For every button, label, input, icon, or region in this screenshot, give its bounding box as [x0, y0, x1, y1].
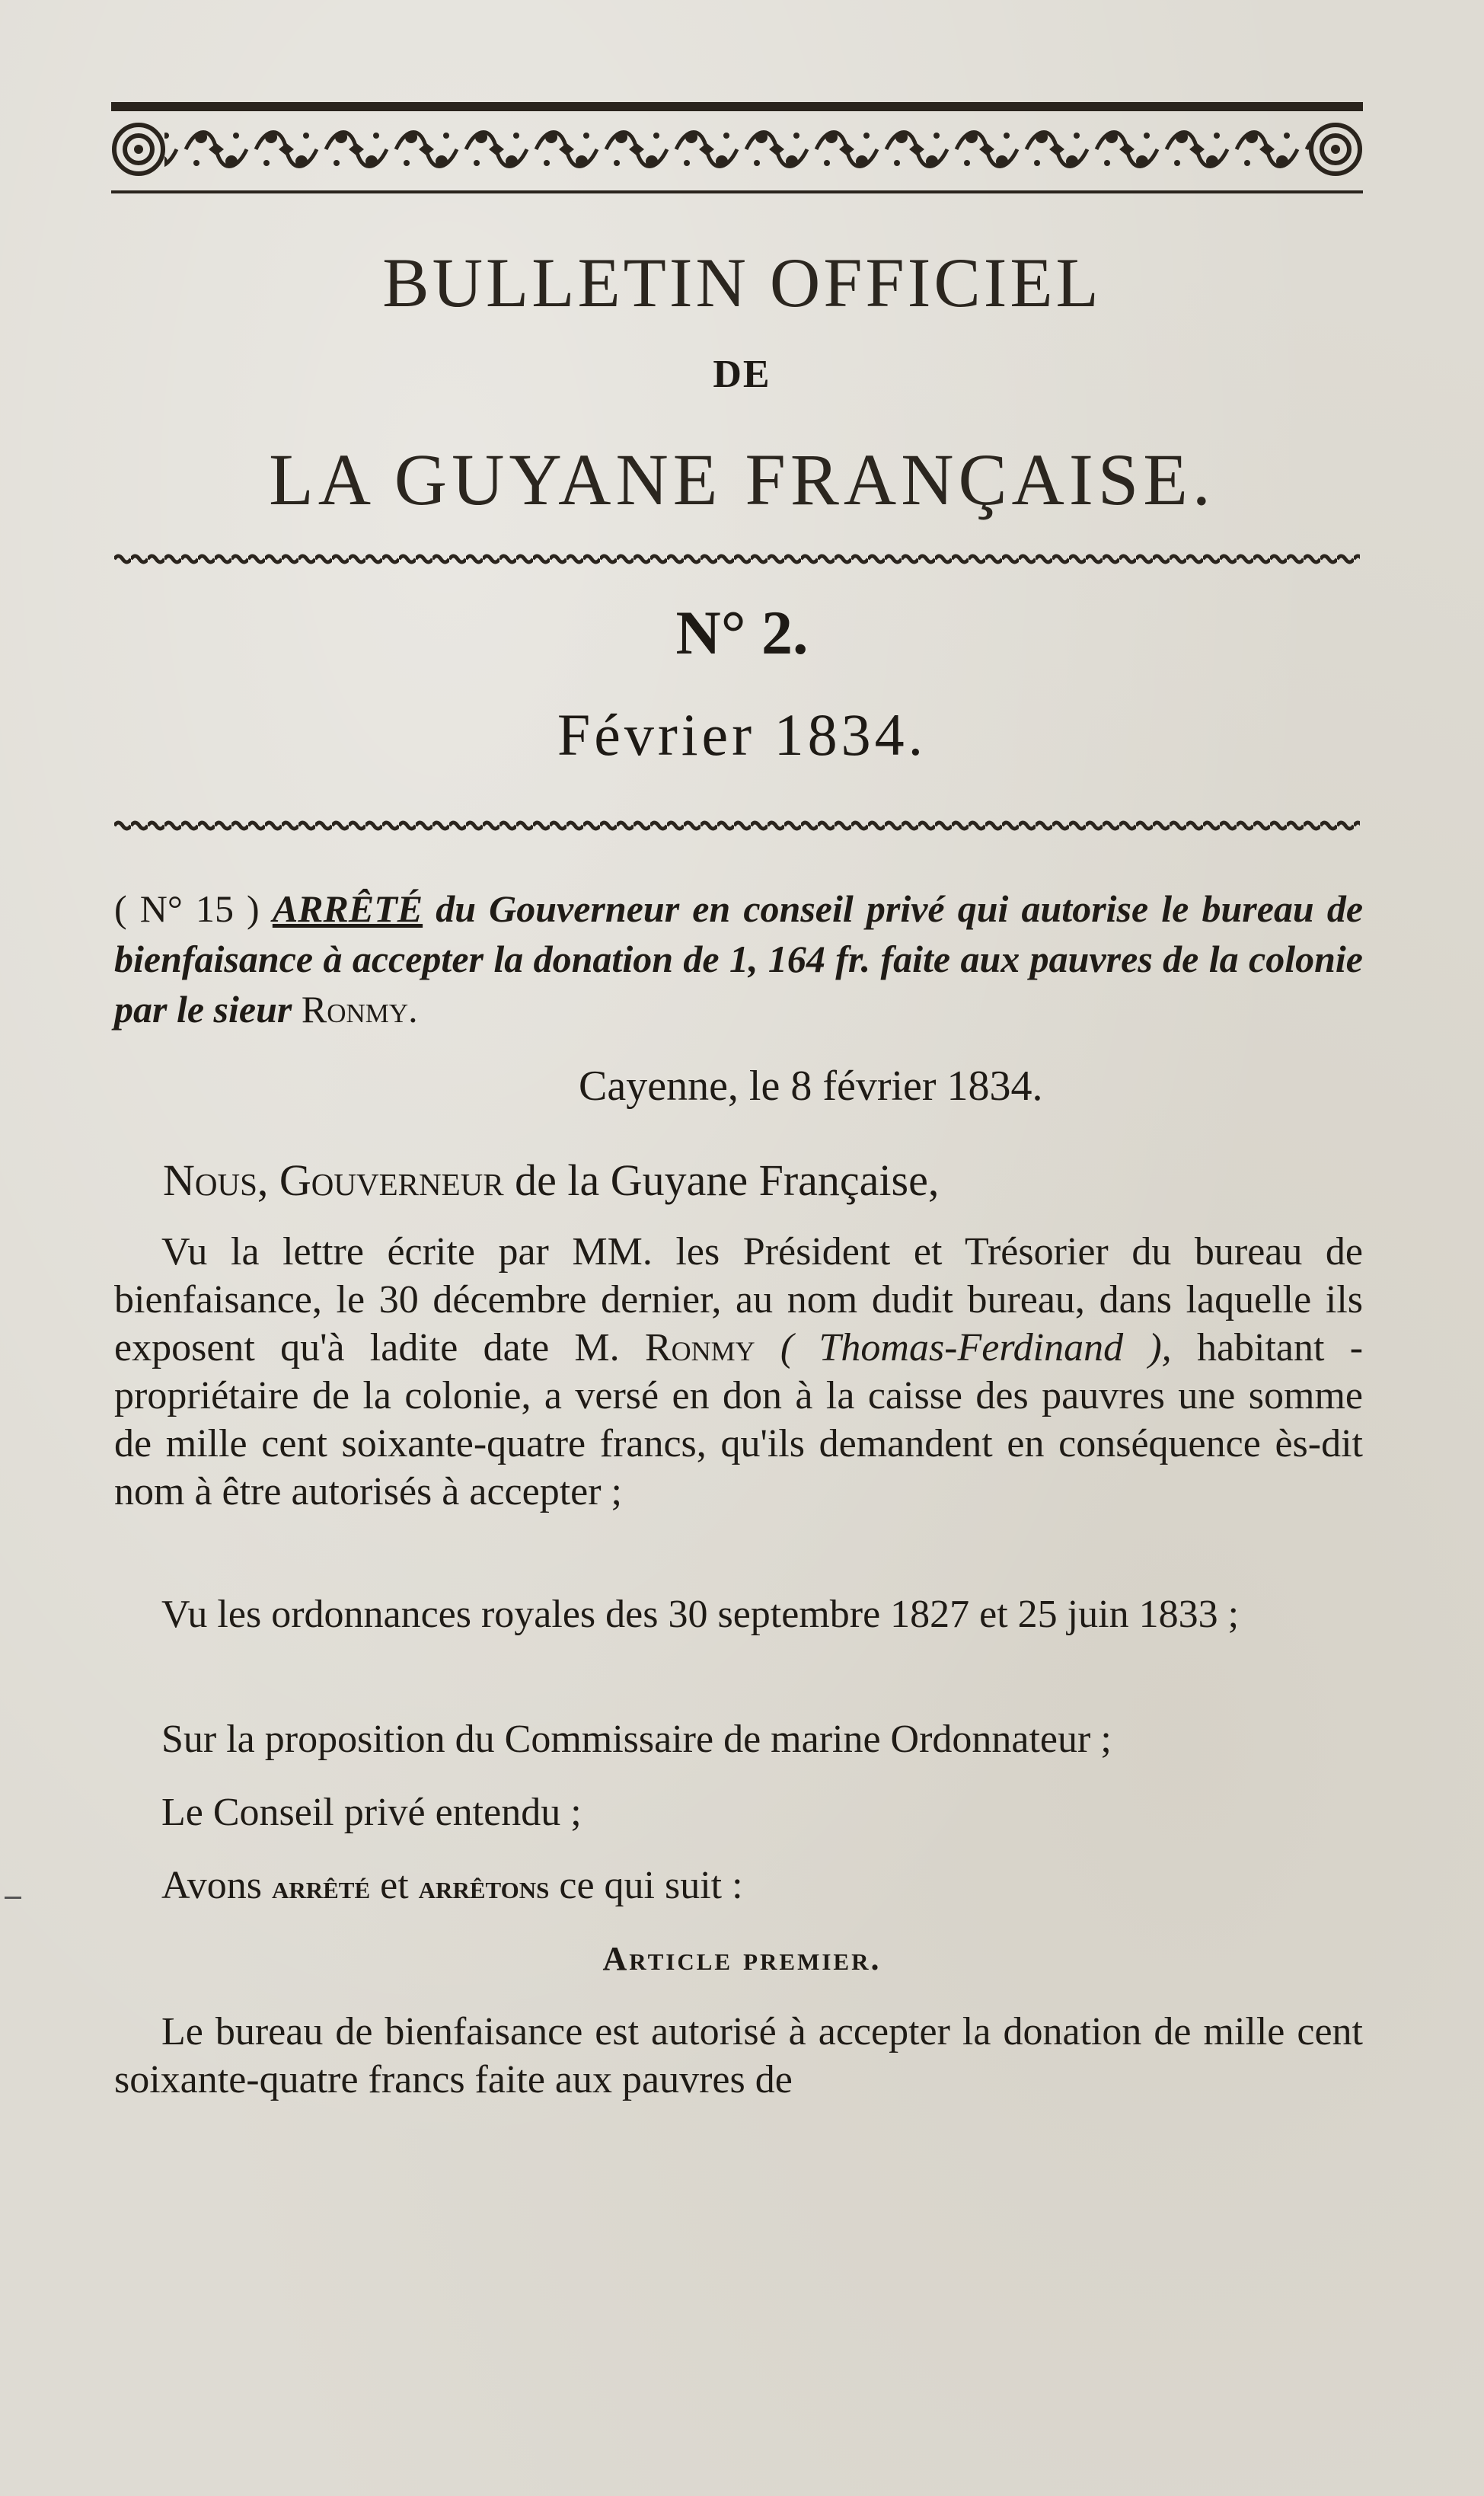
- issue-date: Février 1834.: [557, 702, 927, 768]
- considerant-letter-text: Vu la lettre écrite par MM. les Président et Trésorier du bureau de bienfaisance, le 30 décembre dernier, au nom dudit bureau, dans laquelle ils exposent qu'à ladite date M.: [114, 1230, 1363, 1369]
- header-ornament: [111, 102, 1363, 201]
- nous-gouverneur-line: [163, 1155, 939, 1206]
- arretons-word-sc: arrêtons: [418, 1868, 550, 1906]
- colony-title: LA GUYANE FRANÇAISE.: [269, 439, 1215, 520]
- wavy-divider-top: [114, 553, 1360, 565]
- ornament-band: [111, 119, 1363, 180]
- nous-gouverneur: Nous, Gouverneur: [163, 1155, 504, 1205]
- arrete-summary: du Gouverneur en conseil privé qui autorise le bureau de bienfaisance à accepter la donation de 1, 164 fr. faite aux pauvres de la colonie par le sieur: [114, 887, 1364, 1031]
- ce-qui-suit: ce qui suit :: [559, 1864, 743, 1907]
- proposition-line: Sur la proposition du Commissaire de marine Ordonnateur ;: [161, 1718, 1112, 1761]
- top-thick-rule: [111, 102, 1363, 111]
- article-text: Le bureau de bienfaisance est autorisé à accepter la donation de mille cent soixante-quatre francs faite aux pauvres de: [114, 2010, 1363, 2101]
- arrete-number: ( N° 15 ): [114, 887, 260, 930]
- wavy-divider-bottom: [114, 820, 1360, 832]
- considerant-ordonnances: Vu les ordonnances royales des 30 septembre 1827 et 25 juin 1833 ;: [161, 1593, 1240, 1636]
- considerant-given-names: ( Thomas-Ferdinand ),: [780, 1326, 1172, 1369]
- considerant-letter-rest: habitant - propriétaire de la colonie, a versé en don à la caisse des pauvres une somme de mille cent soixante-quatre francs, qu'ils demandent en conséquence ès-dit nom à être autorisés à accepter ;: [114, 1326, 1364, 1513]
- nous-gouverneur-rest: de la Guyane Française,: [515, 1155, 940, 1205]
- considerant-name: Ronmy: [644, 1326, 755, 1369]
- avons-word: Avons: [161, 1864, 262, 1907]
- considerant-letter: [114, 1228, 1363, 1516]
- conseil-line: Le Conseil privé entendu ;: [161, 1791, 582, 1834]
- issue-number: N° 2.: [675, 598, 809, 667]
- place-date-line: Cayenne, le 8 février 1834.: [579, 1063, 1043, 1110]
- arrete-heading: [114, 884, 1363, 1034]
- article-title: Article premier.: [602, 1940, 882, 1977]
- donor-name: Ronmy.: [301, 988, 418, 1031]
- dispositive-line: [161, 1863, 743, 1908]
- arrete-word-sc: arrêté: [271, 1868, 371, 1906]
- bulletin-title: BULLETIN OFFICIEL: [382, 244, 1102, 321]
- margin-mark: [5, 1897, 21, 1899]
- title-connector: DE: [713, 353, 771, 396]
- et-word: et: [380, 1864, 409, 1907]
- bottom-thin-rule: [111, 190, 1363, 193]
- arrete-word: ARRÊTÉ: [272, 887, 423, 930]
